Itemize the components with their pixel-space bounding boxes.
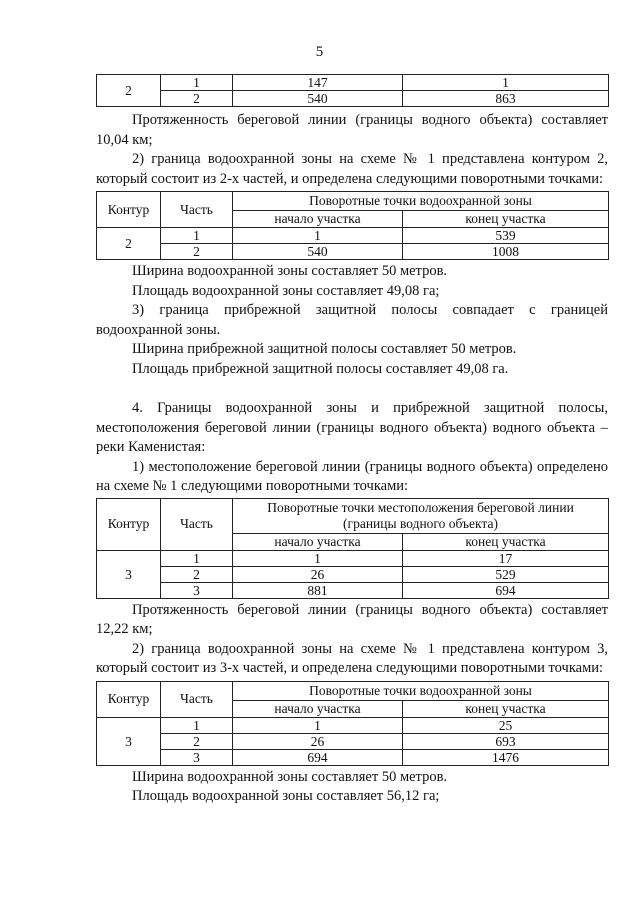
contour-cell: 3 xyxy=(97,550,161,598)
header-start: начало участка xyxy=(233,533,403,550)
paragraph: Ширина водоохранной зоны составляет 50 метров. xyxy=(132,768,448,785)
header-part: Часть xyxy=(161,192,233,228)
end-cell: 863 xyxy=(403,91,609,107)
table-water-zone-contour-3 xyxy=(96,681,609,766)
header-contour: Контур xyxy=(97,498,161,550)
end-cell: 693 xyxy=(403,733,609,749)
part-cell: 1 xyxy=(161,228,233,244)
table-row xyxy=(97,244,609,260)
header-start: начало участка xyxy=(233,211,403,228)
paragraph: Площадь прибрежной защитной полосы составляет 49,08 га. xyxy=(132,360,509,377)
paragraph: 1) местоположение береговой линии (границы водного объекта) определено на схеме № 1 следующими поворотными точками: xyxy=(96,458,608,494)
table-row xyxy=(97,228,609,244)
table-row xyxy=(97,582,609,598)
section-heading-paragraph: 4. Границы водоохранной зоны и прибрежной защитной полосы, местоположения береговой линии (границы водного объекта) водного объекта – реки Каменистая: xyxy=(96,400,608,455)
header-points: Поворотные точки водоохранной зоны xyxy=(233,192,609,211)
paragraph: 3) граница прибрежной защитной полосы совпадает с границей водоохранной зоны. xyxy=(96,302,608,338)
end-cell: 1476 xyxy=(403,749,609,765)
end-cell: 1008 xyxy=(403,244,609,260)
paragraph: Ширина прибрежной защитной полосы составляет 50 метров. xyxy=(132,341,517,357)
start-cell: 1 xyxy=(233,228,403,244)
part-cell: 2 xyxy=(161,91,233,107)
start-cell: 540 xyxy=(233,244,403,260)
start-cell: 540 xyxy=(233,91,403,107)
header-contour: Контур xyxy=(97,681,161,717)
end-cell: 529 xyxy=(403,566,609,582)
start-cell: 881 xyxy=(233,582,403,598)
end-cell: 17 xyxy=(403,550,609,566)
start-cell: 26 xyxy=(233,733,403,749)
header-end: конец участка xyxy=(403,700,609,717)
paragraph: Протяженность береговой линии (границы водного объекта) составляет 12,22 км; xyxy=(96,601,608,637)
table-row xyxy=(97,75,609,91)
paragraph: Площадь водоохранной зоны составляет 49,08 га; xyxy=(132,282,440,299)
header-end: конец участка xyxy=(403,533,609,550)
contour-cell: 3 xyxy=(97,717,161,765)
header-part: Часть xyxy=(161,498,233,550)
paragraph: Ширина водоохранной зоны составляет 50 метров. xyxy=(132,263,448,279)
table-row xyxy=(97,550,609,566)
start-cell: 1 xyxy=(233,550,403,566)
end-cell: 694 xyxy=(403,582,609,598)
paragraph: Протяженность береговой линии (границы водного объекта) составляет 10,04 км; xyxy=(96,112,608,148)
header-part: Часть xyxy=(161,681,233,717)
paragraph: 2) граница водоохранной зоны на схеме № 1 представлена контуром 2, который состоит из 2-х частей, и определена следующими поворотными точками: xyxy=(96,151,608,187)
header-start: начало участка xyxy=(233,700,403,717)
end-cell: 539 xyxy=(403,228,609,244)
end-cell: 25 xyxy=(403,717,609,733)
table-water-zone-contour-2 xyxy=(96,191,609,260)
paragraph: 2) граница водоохранной зоны на схеме № 1 представлена контуром 3, который состоит из 3-х частей, и определена следующими поворотными точками: xyxy=(96,640,608,676)
start-cell: 26 xyxy=(233,566,403,582)
table-row xyxy=(97,733,609,749)
end-cell: 1 xyxy=(403,75,609,91)
header-points: Поворотные точки местоположения береговой линии (границы водного объекта) xyxy=(233,498,609,533)
contour-cell: 2 xyxy=(97,228,161,260)
part-cell: 3 xyxy=(161,749,233,765)
table-row xyxy=(97,749,609,765)
part-cell: 1 xyxy=(161,550,233,566)
page-number: 5 xyxy=(315,44,324,60)
part-cell: 1 xyxy=(161,717,233,733)
part-cell: 2 xyxy=(161,733,233,749)
start-cell: 147 xyxy=(233,75,403,91)
part-cell: 2 xyxy=(161,566,233,582)
table-row xyxy=(97,91,609,107)
paragraph: Площадь водоохранной зоны составляет 56,12 га; xyxy=(132,788,440,804)
start-cell: 694 xyxy=(233,749,403,765)
table-shoreline-contour-2 xyxy=(96,74,609,107)
table-row xyxy=(97,717,609,733)
part-cell: 2 xyxy=(161,244,233,260)
header-end: конец участка xyxy=(403,211,609,228)
part-cell: 1 xyxy=(161,75,233,91)
start-cell: 1 xyxy=(233,717,403,733)
document-body xyxy=(96,74,608,807)
header-contour: Контур xyxy=(97,192,161,228)
part-cell: 3 xyxy=(161,582,233,598)
header-points: Поворотные точки водоохранной зоны xyxy=(233,681,609,700)
contour-cell: 2 xyxy=(97,75,161,107)
table-row xyxy=(97,566,609,582)
table-shoreline-contour-3 xyxy=(96,498,609,599)
